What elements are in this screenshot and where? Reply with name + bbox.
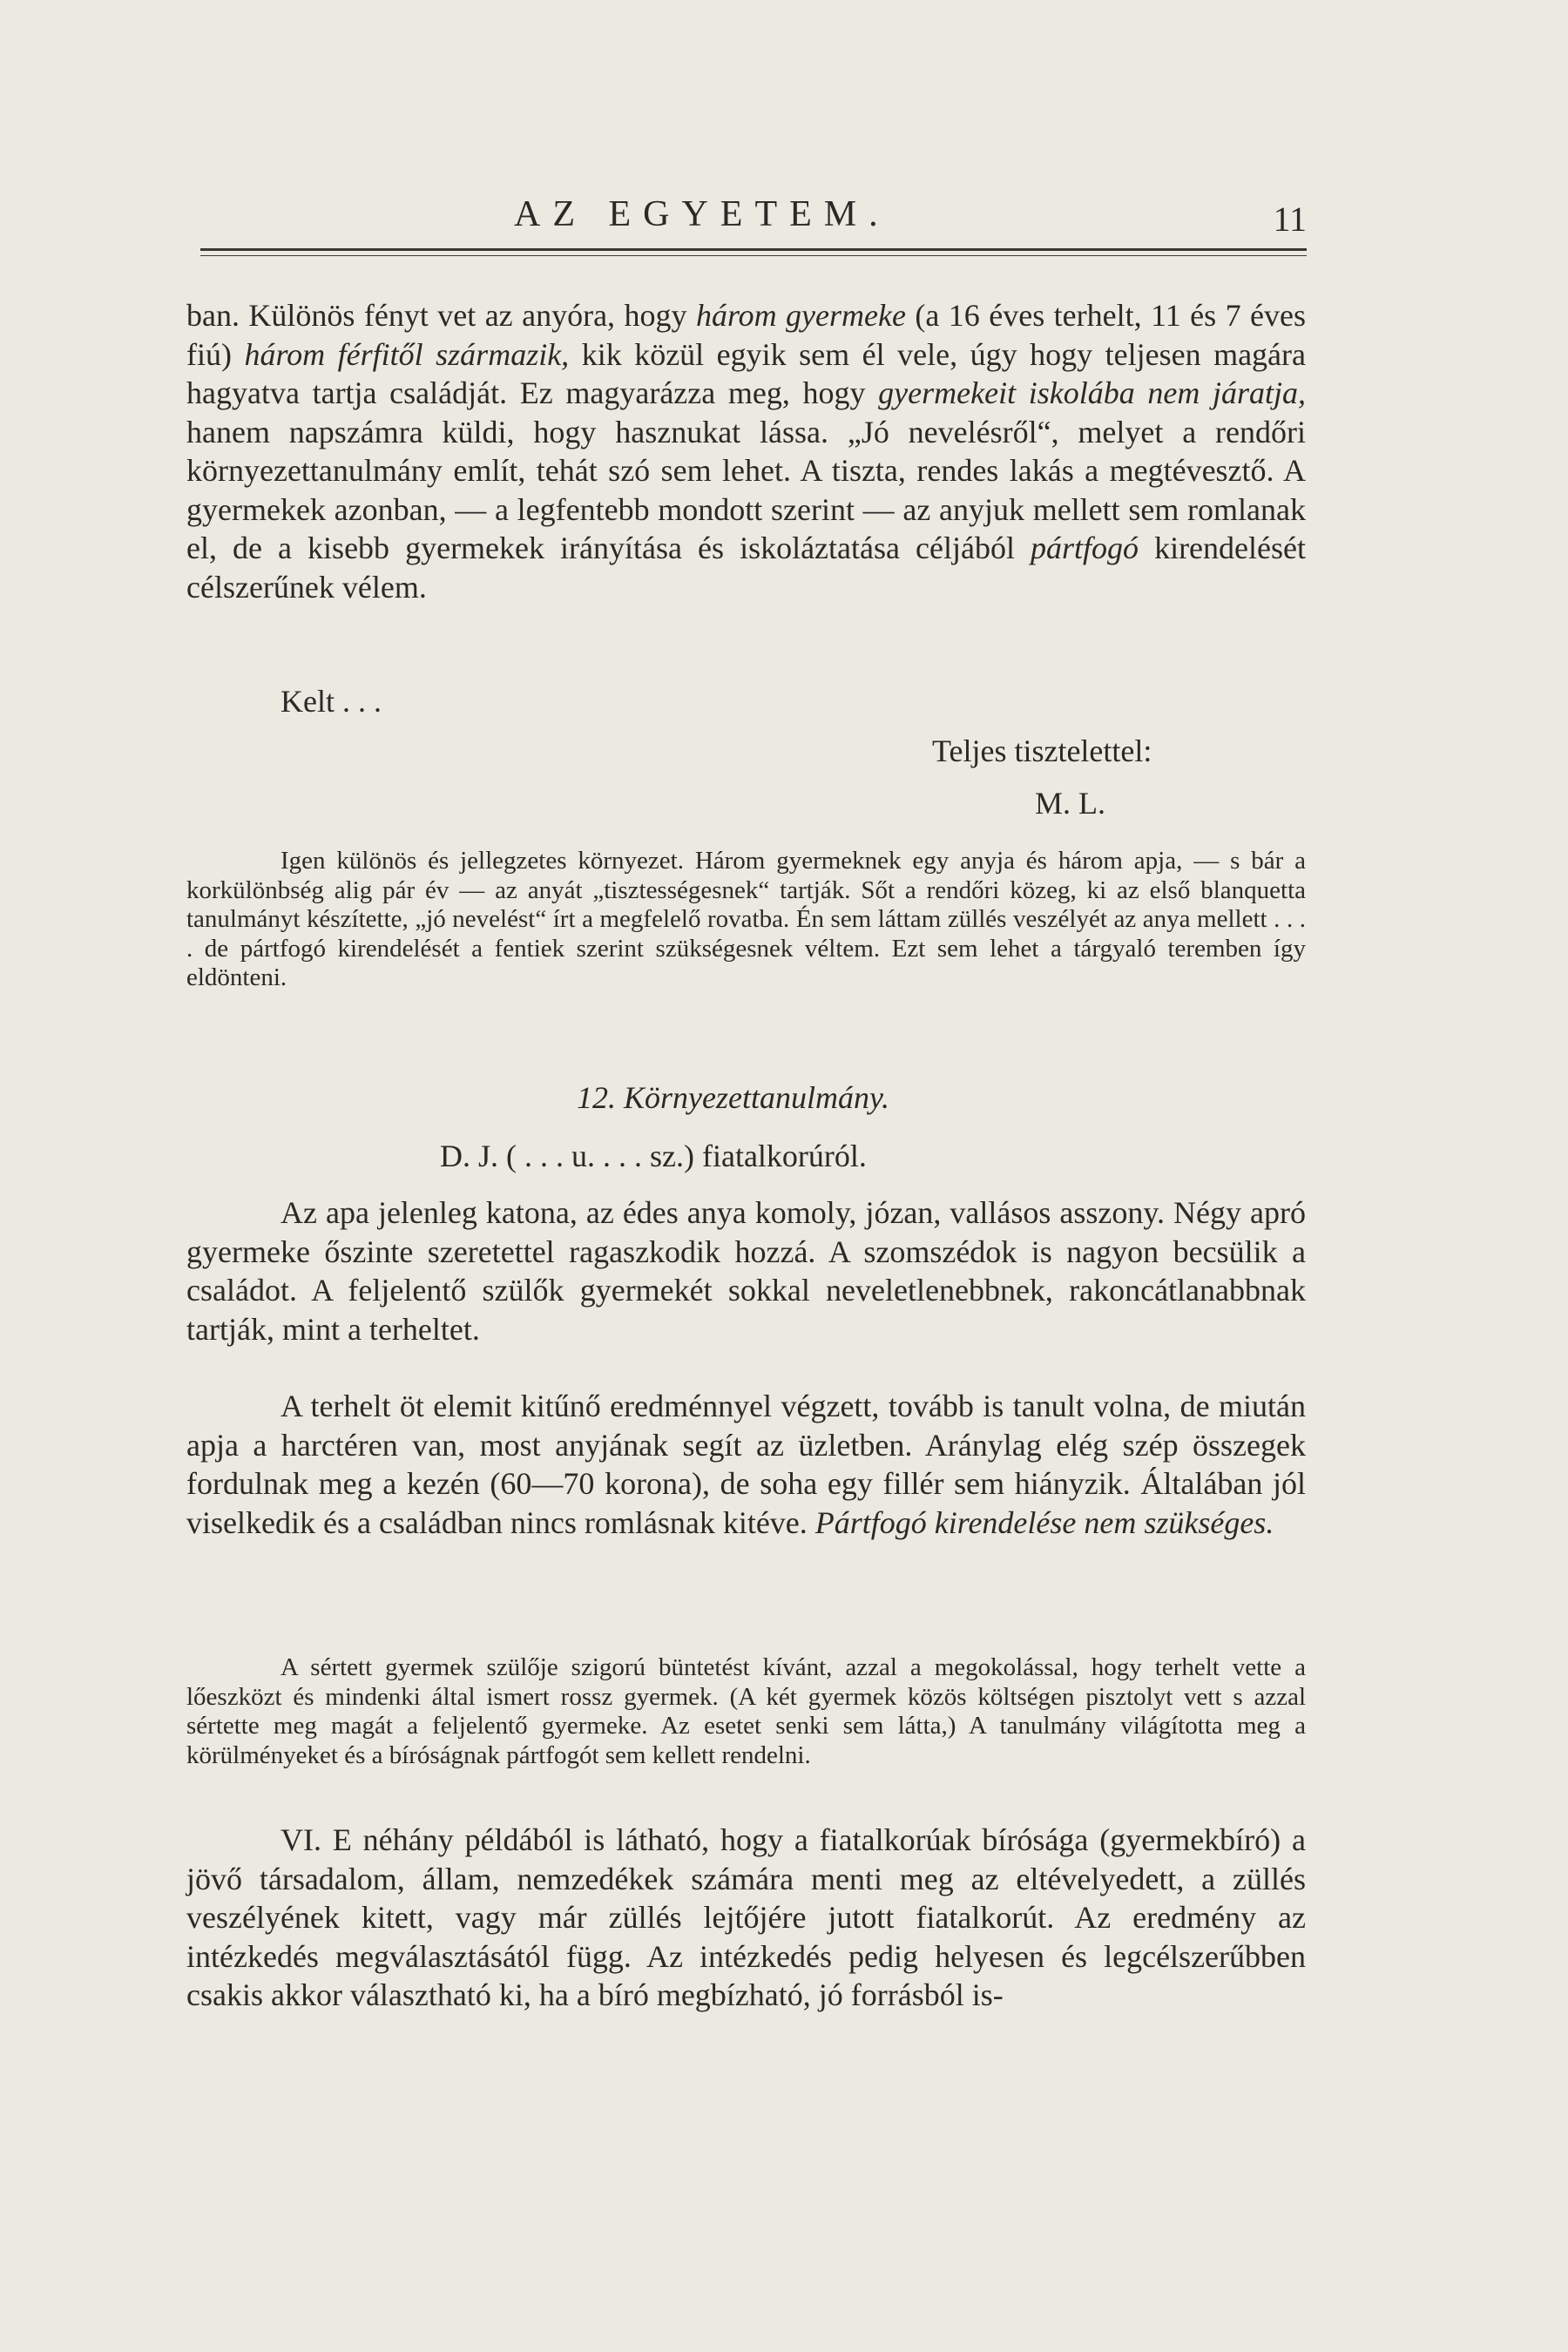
note2-text: A sértett gyermek szülője szigorú büntetést kívánt, azzal a megokolással, hogy terhelt vette a lőeszközt és mindenki által ismert rossz gyermek. (A két gyermek közös költségen pisztolyt vett s azzal sértette meg magát a feljelentő gyermeke. Az esetet senki sem látta,) A tanulmány világította meg a körülményeket és a bíróságnak pártfogót sem kellett rendelni. xyxy=(186,1653,1306,1769)
para1-italic-3: gyermekeit iskolába nem járatja, xyxy=(878,375,1307,410)
paragraph-4 xyxy=(186,1821,1306,2015)
paragraph-1 xyxy=(186,296,1306,606)
closing-salutation: Teljes tisztelettel: xyxy=(932,733,1152,768)
header-rule-thin xyxy=(200,255,1307,256)
page-number: 11 xyxy=(1273,199,1307,239)
para4-text: VI. E néhány példából is látható, hogy a fiatalkorúak bírósága (gyermekbíró) a jövő társadalom, állam, nemzedékek számára menti meg az eltévelyedett, a züllés veszélyének kitett, vagy már züllés lejtőjére jutott fiatalkorút. Az eredmény az intézkedés megválasztásától függ. Az intézkedés pedig helyesen és legcélszerűbben csakis akkor választható ki, ha a bíró megbízható, jó forrásból is- xyxy=(186,1822,1306,2012)
header-rule-thick xyxy=(200,248,1307,251)
para2-text: Az apa jelenleg katona, az édes anya komoly, józan, vallásos asszony. Négy apró gyermeke őszinte szeretettel ragaszkodik hozzá. A szomszédok is nagyon becsülik a családot. A feljelentő szülők gyermekét sokkal neveletlenebbnek, rakoncátlanabbnak tartják, mint a terheltet. xyxy=(186,1195,1306,1347)
paragraph-2 xyxy=(186,1193,1306,1348)
section-title: 12. Környezettanulmány. xyxy=(577,1080,889,1115)
para1-italic-4: pártfogó xyxy=(1031,531,1139,565)
para1-text-4: hanem napszámra küldi, hogy hasznukat lássa. „Jó nevelésről“, melyet a rendőri környezettanulmány említ, tehát szó sem lehet. A tiszta, rendes lakás a megtévesztő. A gyermekek azonban, — a legfentebb mondott szerint — az anyjuk mellett sem romlanak el, de a kisebb gyermekek irányítása és iskoláztatása céljából xyxy=(186,414,1306,565)
para3-text: A terhelt öt elemit kitűnő eredménnyel végzett, tovább is tanult volna, de miután apja a harctéren van, most anyjának segít az üzletben. Aránylag elég szép összegek fordulnak meg a kezén (60—70 korona), de soha egy fillér sem hiányzik. Általában jól viselkedik és a családban nincs romlásnak kitéve. xyxy=(186,1389,1306,1540)
commentary-note-1 xyxy=(186,847,1306,993)
signature: M. L. xyxy=(1035,786,1105,821)
para1-italic-2: három férfitől származik, xyxy=(244,336,570,372)
para1-italic-1: három gyermeke xyxy=(695,298,906,333)
running-title: AZ EGYETEM. xyxy=(514,194,890,234)
para1-text-2: (a 16 éves terhelt, 11 és 7 éves fiú) xyxy=(186,298,1306,372)
para1-text-3: kik közül egyik sem él vele, úgy hogy teljesen magára hagyatva tartja családját. Ez magyarázza meg, hogy xyxy=(186,336,1306,410)
paragraph-3 xyxy=(186,1387,1306,1542)
para3-italic: Pártfogó kirendelése nem szükséges. xyxy=(814,1504,1274,1540)
kelt-line: Kelt . . . xyxy=(280,684,382,719)
commentary-note-2 xyxy=(186,1653,1306,1770)
page-header xyxy=(200,193,1307,246)
para1-text-1: ban. Különös fényt vet az anyóra, hogy xyxy=(186,298,696,333)
note1-text: Igen különös és jellegzetes környezet. Három gyermeknek egy anyja és három apja, — s bár a korkülönbség alig pár év — az anyát „tisztességesnek“ tartják. Sőt a rendőri közeg, ki az első blanquetta tanulmányt készítette, „jó nevelést“ írt a megfelelő rovatba. Én sem láttam züllés veszélyét az anya mellett . . . . de pártfogó kirendelését a fentiek szerint szükségesnek véltem. Ezt sem lehet a tárgyaló teremben így eldönteni. xyxy=(186,847,1306,991)
section-subject: D. J. ( . . . u. . . . sz.) fiatalkorúról. xyxy=(440,1139,867,1173)
para1-text-5: kirendelését célszerűnek vélem. xyxy=(186,531,1306,605)
